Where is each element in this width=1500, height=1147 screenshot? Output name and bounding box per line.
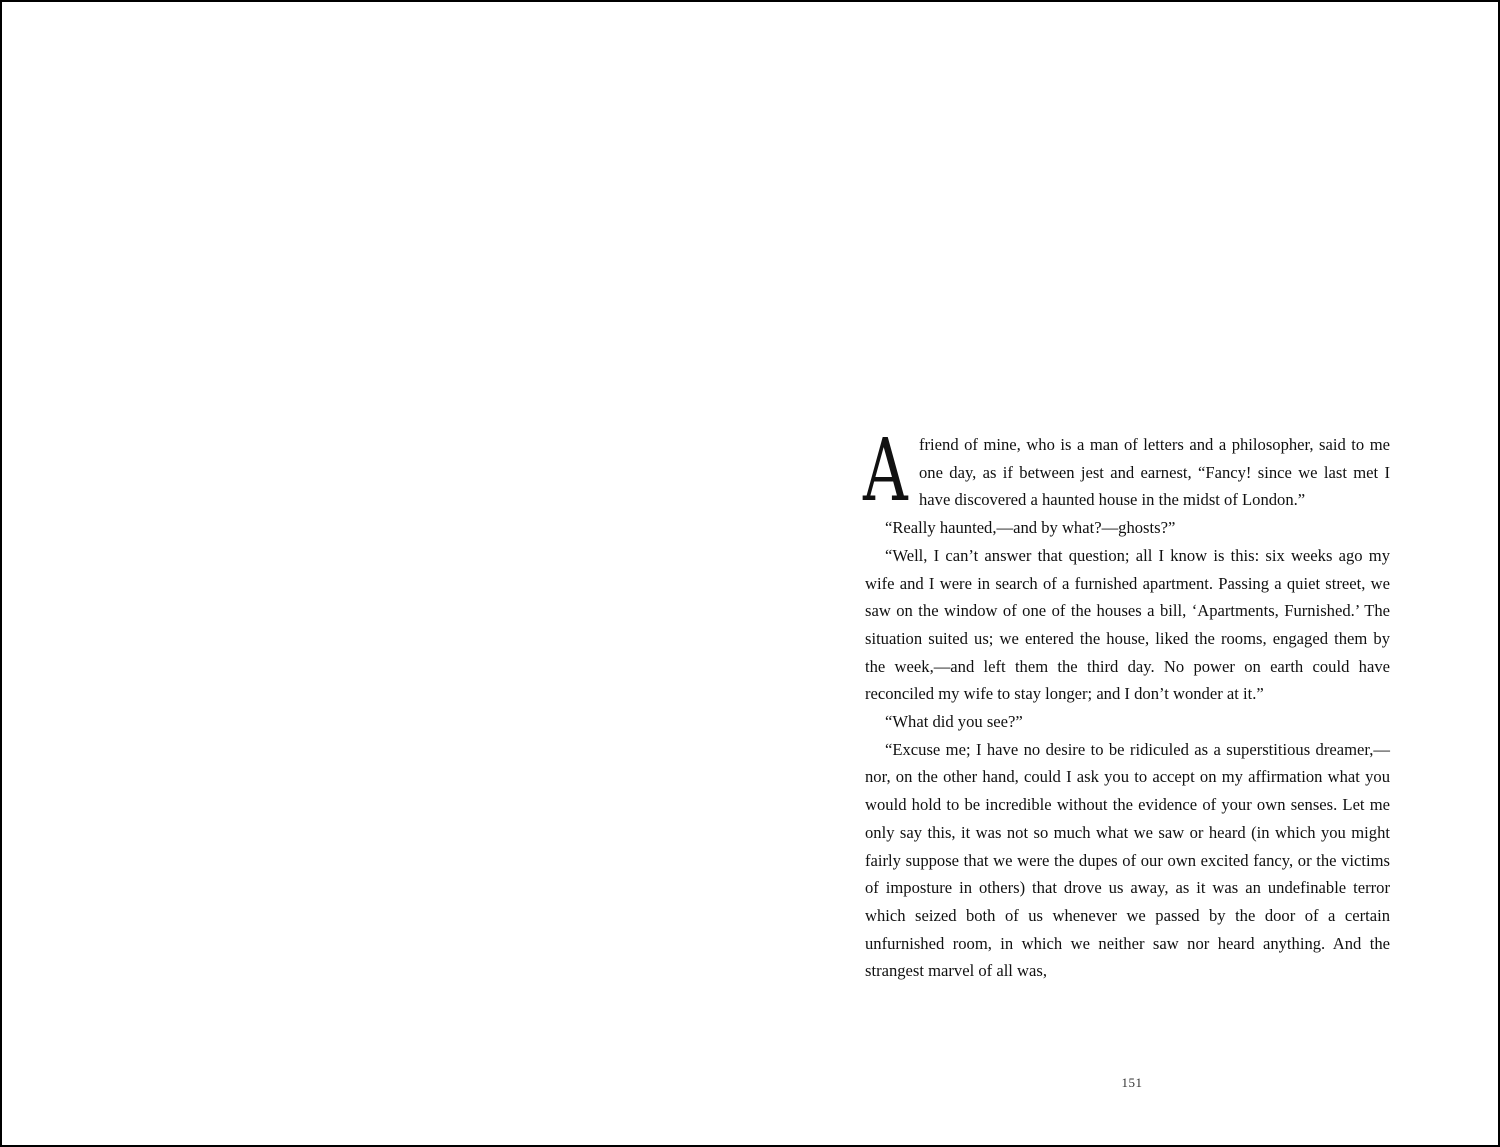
paragraph-opening-text: friend of mine, who is a man of letters and a philosopher, said to me one day, as if between jest and earnest, “Fancy! since we last met I have discovered a haunted house in the midst of London.” — [919, 435, 1390, 510]
paragraph: “Well, I can’t answer that question; all I know is this: six weeks ago my wife and I were in search of a furnished apartment. Passing a quiet street, we saw on the window of one of the houses a bill, ‘Apartments, Furnished.’ The situation suited us; we entered the house, liked the rooms, engaged them by the week,—and left them the third day. No power on earth could have reconciled my wife to stay longer; and I don’t wonder at it.” — [865, 545, 1390, 704]
paragraph: “Really haunted,—and by what?—ghosts?” — [885, 518, 1176, 538]
left-page-blank — [2, 2, 752, 1145]
right-page — [752, 2, 1498, 1145]
paragraph-opening — [863, 421, 1390, 521]
paragraph: “Excuse me; I have no desire to be ridiculed as a superstitious dreamer,—nor, on the other hand, could I ask you to accept on my affirmation what you would hold to be incredible without the evidence of your own senses. Let me only say this, it was not so much what we saw or heard (in which you might fairly suppose that we were the dupes of our own excited fancy, or the victims of imposture in others) that drove us away, as it was an undefinable terror which seized both of us whenever we passed by the door of a certain unfurnished room, in which we neither saw nor heard anything. And the strangest marvel of all was, — [865, 739, 1390, 981]
body-text — [863, 421, 1390, 985]
page-number: 151 — [1121, 1075, 1143, 1090]
drop-cap: A — [863, 421, 908, 521]
paragraph: “What did you see?” — [885, 712, 1023, 732]
